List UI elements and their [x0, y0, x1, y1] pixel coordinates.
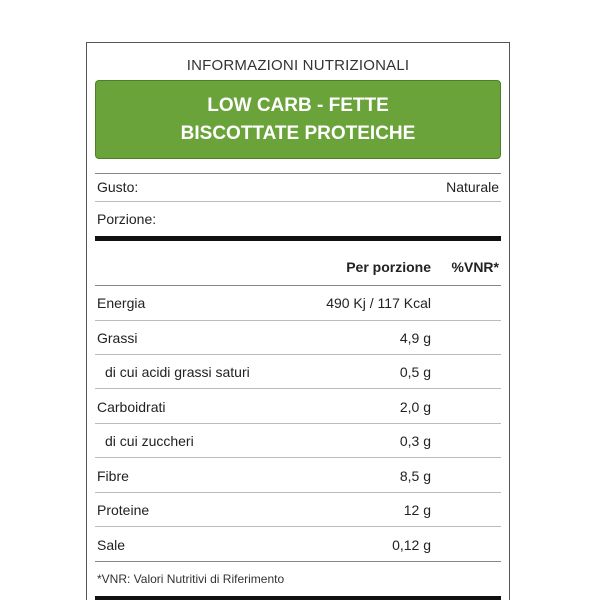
thick-divider	[95, 596, 501, 600]
row-sale-label: Sale	[97, 537, 126, 553]
row-carboidrati-value: 2,0 g	[399, 399, 431, 415]
row-grassi-label: Grassi	[97, 330, 138, 346]
product-name-banner	[95, 80, 501, 159]
row-carboidrati-label: Carboidrati	[97, 399, 166, 415]
row-fibre-label: Fibre	[97, 468, 129, 484]
footnote: *VNR: Valori Nutritivi di Riferimento	[97, 572, 285, 586]
divider	[95, 173, 501, 174]
row-divider	[95, 492, 501, 493]
row-grassi-value: 4,9 g	[399, 330, 431, 346]
divider	[95, 285, 501, 286]
row-saturi-label: di cui acidi grassi saturi	[105, 364, 250, 380]
row-sale-value: 0,12 g	[392, 537, 431, 553]
divider	[95, 561, 501, 562]
row-divider	[95, 526, 501, 527]
gusto-label: Gusto:	[97, 179, 139, 195]
row-divider	[95, 388, 501, 389]
row-saturi-value: 0,5 g	[399, 364, 431, 380]
column-header-vnr: %VNR*	[451, 259, 499, 275]
row-energia-value: 490 Kj / 117 Kcal	[326, 295, 431, 311]
thick-divider	[95, 236, 501, 241]
product-name: LOW CARB - FETTE BISCOTTATE PROTEICHE	[180, 94, 416, 144]
nutrition-panel	[86, 42, 510, 600]
row-divider	[95, 457, 501, 458]
panel-title: INFORMAZIONI NUTRIZIONALI	[186, 57, 410, 74]
row-divider	[95, 423, 501, 424]
row-energia-label: Energia	[97, 295, 146, 311]
row-proteine-label: Proteine	[97, 502, 150, 518]
row-divider	[95, 354, 501, 355]
row-fibre-value: 8,5 g	[399, 468, 431, 484]
row-proteine-value: 12 g	[403, 502, 431, 518]
porzione-label: Porzione:	[97, 211, 157, 227]
gusto-value: Naturale	[446, 179, 499, 195]
row-zuccheri-value: 0,3 g	[399, 433, 431, 449]
row-zuccheri-label: di cui zuccheri	[105, 433, 194, 449]
row-divider	[95, 320, 501, 321]
row-divider	[95, 201, 501, 202]
column-header-per-portion: Per porzione	[346, 259, 431, 275]
